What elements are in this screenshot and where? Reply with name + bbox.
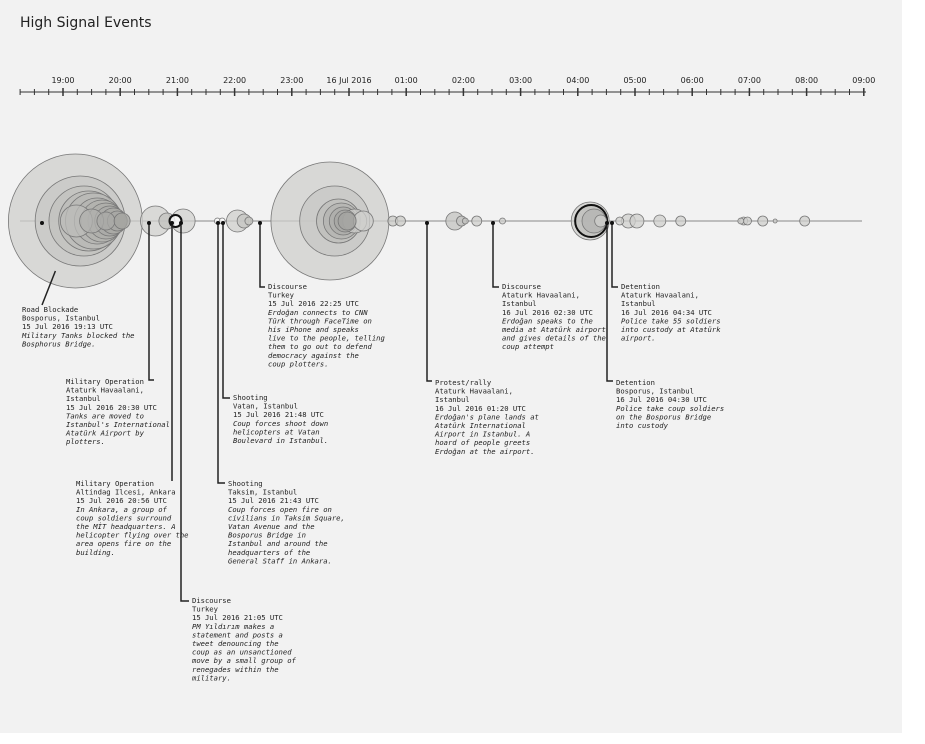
event-bubble[interactable] bbox=[630, 214, 644, 228]
event-description: Istanbul and around the bbox=[228, 539, 328, 549]
event-callout-detention-ataturk[interactable] bbox=[610, 221, 721, 343]
callout-dot bbox=[216, 221, 220, 225]
tick-label: 16 Jul 2016 bbox=[326, 76, 372, 85]
event-location: Istanbul bbox=[66, 394, 101, 404]
event-bubble[interactable] bbox=[338, 212, 356, 230]
event-type: Discourse bbox=[192, 596, 231, 605]
event-description: Coup forces shoot down bbox=[233, 418, 329, 428]
event-time: 15 Jul 2016 20:56 UTC bbox=[76, 496, 167, 506]
callout-leader-line bbox=[260, 223, 265, 287]
event-description: move by a small group of bbox=[192, 656, 296, 666]
event-bubble[interactable] bbox=[616, 217, 624, 225]
callout-dot bbox=[258, 221, 262, 225]
callout-dot bbox=[40, 221, 44, 225]
event-time: 15 Jul 2016 22:25 UTC bbox=[268, 299, 359, 309]
event-description: Erdoğan's plane lands at bbox=[435, 412, 539, 422]
tick-label: 20:00 bbox=[108, 76, 132, 85]
event-description: Vatan Avenue and the bbox=[228, 522, 315, 531]
callout-leader-line bbox=[223, 223, 230, 398]
event-time: 16 Jul 2016 01:20 UTC bbox=[435, 403, 526, 413]
event-description: helicopter flying over the bbox=[76, 530, 189, 540]
tick-label: 06:00 bbox=[680, 76, 704, 85]
event-description: statement and posts a bbox=[192, 630, 283, 640]
callout-dot bbox=[610, 221, 614, 225]
event-description: coup plotters. bbox=[268, 359, 329, 369]
event-description: media at Atatürk airport bbox=[502, 325, 606, 334]
tick-label: 23:00 bbox=[280, 76, 304, 85]
event-description: into custody bbox=[616, 421, 668, 430]
event-description: coup soldiers surround bbox=[76, 513, 172, 523]
event-time: 15 Jul 2016 21:05 UTC bbox=[192, 613, 283, 623]
event-description: democracy against the bbox=[268, 350, 359, 360]
event-description: renegades within the bbox=[192, 664, 279, 674]
event-description: military. bbox=[192, 673, 231, 683]
event-description: Military Tanks blocked the bbox=[22, 330, 135, 340]
tick-label: 19:00 bbox=[51, 76, 75, 85]
event-bubble[interactable] bbox=[499, 218, 505, 224]
callout-leader-line bbox=[181, 223, 189, 601]
callout-dot bbox=[147, 221, 151, 225]
event-description: Erdoğan at the airport. bbox=[435, 446, 535, 456]
event-time: 15 Jul 2016 21:48 UTC bbox=[233, 410, 324, 420]
event-time: 16 Jul 2016 02:30 UTC bbox=[502, 307, 593, 317]
event-location: Ataturk Havaalani, bbox=[66, 385, 144, 395]
event-callout-discourse-ataturk[interactable] bbox=[491, 221, 606, 351]
event-description: and gives details of the bbox=[502, 333, 606, 343]
event-type: Protest/rally bbox=[435, 378, 492, 387]
event-type: Road Blockade bbox=[22, 305, 79, 314]
tick-label: 03:00 bbox=[509, 76, 533, 85]
event-description: Istanbul's International bbox=[66, 420, 170, 429]
event-description: civilians in Taksim Square, bbox=[228, 513, 345, 523]
event-location: Turkey bbox=[192, 604, 218, 614]
event-location: Bosporus, Istanbul bbox=[616, 386, 694, 396]
event-bubble[interactable] bbox=[462, 218, 468, 224]
event-description: General Staff in Ankara. bbox=[228, 556, 332, 566]
event-time: 16 Jul 2016 04:30 UTC bbox=[616, 395, 707, 405]
event-location: Ataturk Havaalani, bbox=[502, 290, 580, 300]
event-type: Discourse bbox=[268, 282, 307, 291]
tick-label: 21:00 bbox=[165, 76, 189, 85]
event-description: area opens fire on the bbox=[76, 539, 172, 549]
event-type: Military Operation bbox=[76, 479, 154, 488]
tick-label: 22:00 bbox=[223, 76, 247, 85]
callout-dot bbox=[605, 221, 609, 225]
time-axis bbox=[20, 76, 875, 96]
event-description: coup as an unsanctioned bbox=[192, 647, 292, 657]
event-bubble[interactable] bbox=[743, 217, 751, 225]
event-bubble[interactable] bbox=[654, 215, 666, 227]
event-description: Tanks are moved to bbox=[66, 411, 144, 421]
event-description: on the Bosporus Bridge bbox=[616, 412, 712, 422]
event-description: Coup forces open fire on bbox=[228, 504, 332, 514]
event-description: tweet denouncing the bbox=[192, 639, 279, 648]
event-location: Altindag Ilcesi, Ankara bbox=[76, 487, 176, 497]
callout-dot bbox=[179, 221, 183, 225]
event-type: Discourse bbox=[502, 282, 541, 291]
callout-leader-line bbox=[493, 223, 499, 287]
tick-label: 07:00 bbox=[737, 76, 761, 85]
event-bubble[interactable] bbox=[758, 216, 768, 226]
event-description: PM Yıldırım makes a bbox=[192, 621, 275, 631]
event-description: airport. bbox=[621, 333, 656, 343]
event-bubble[interactable] bbox=[245, 217, 253, 225]
callout-leader-line bbox=[427, 223, 432, 381]
event-description: his iPhone and speaks bbox=[268, 325, 359, 334]
event-location: Istanbul bbox=[621, 299, 656, 309]
event-bubble[interactable] bbox=[472, 216, 482, 226]
event-description: plotters. bbox=[66, 437, 105, 447]
event-bubble[interactable] bbox=[97, 212, 115, 230]
event-description: Bosporus Bridge in bbox=[228, 530, 306, 540]
callout-dot bbox=[425, 221, 429, 225]
event-description: them to go out to defend bbox=[268, 342, 372, 352]
event-description: Airport in Istanbul. A bbox=[435, 429, 531, 439]
event-type: Detention bbox=[616, 378, 655, 387]
event-location: Bosporus, Istanbul bbox=[22, 313, 100, 323]
event-description: headquarters of the bbox=[228, 547, 311, 557]
event-location: Ataturk Havaalani, bbox=[435, 386, 513, 396]
event-description: coup attempt bbox=[502, 342, 554, 352]
event-description: building. bbox=[76, 547, 115, 557]
event-type: Military Operation bbox=[66, 377, 144, 386]
event-bubble[interactable] bbox=[395, 216, 405, 226]
tick-label: 02:00 bbox=[451, 76, 475, 85]
event-time: 16 Jul 2016 04:34 UTC bbox=[621, 307, 712, 317]
event-description: the MİT headquarters. A bbox=[76, 522, 176, 531]
event-bubble[interactable] bbox=[676, 216, 686, 226]
event-bubble[interactable] bbox=[773, 219, 777, 223]
event-bubble[interactable] bbox=[595, 215, 607, 227]
tick-label: 04:00 bbox=[566, 76, 590, 85]
callout-dot bbox=[221, 221, 225, 225]
tick-label: 09:00 bbox=[852, 76, 876, 85]
event-description: into custody at Atatürk bbox=[621, 325, 721, 334]
callout-leader-line bbox=[612, 223, 618, 287]
event-description: Erdoğan connects to CNN bbox=[268, 307, 368, 317]
event-type: Shooting bbox=[233, 393, 268, 402]
event-description: Police take 55 soldiers bbox=[621, 316, 721, 326]
event-type: Detention bbox=[621, 282, 660, 291]
event-location: Istanbul bbox=[435, 395, 470, 405]
event-bubble[interactable] bbox=[114, 213, 130, 229]
event-description: Erdoğan speaks to the bbox=[502, 316, 593, 326]
event-description: Türk through FaceTime on bbox=[268, 316, 372, 326]
event-time: 15 Jul 2016 19:13 UTC bbox=[22, 322, 113, 332]
tick-label: 01:00 bbox=[394, 76, 418, 85]
event-description: In Ankara, a group of bbox=[76, 504, 167, 514]
page-title: High Signal Events bbox=[20, 15, 152, 31]
event-bubble[interactable] bbox=[800, 216, 810, 226]
event-description: Atatürk Airport by bbox=[66, 428, 144, 438]
callout-leader-line bbox=[149, 223, 154, 380]
event-callouts bbox=[21, 221, 724, 682]
callout-dot bbox=[170, 221, 174, 225]
event-description: Police take coup soldiers bbox=[616, 403, 725, 413]
event-time: 15 Jul 2016 21:43 UTC bbox=[228, 496, 319, 506]
event-description: helicopters at Vatan bbox=[233, 427, 320, 437]
event-description: Boulevard in Istanbul. bbox=[233, 436, 329, 445]
event-time: 15 Jul 2016 20:30 UTC bbox=[66, 402, 157, 412]
event-location: Taksim, Istanbul bbox=[228, 487, 298, 497]
event-description: Bosphorus Bridge. bbox=[22, 339, 96, 349]
tick-label: 05:00 bbox=[623, 76, 647, 85]
event-type: Shooting bbox=[228, 479, 263, 488]
event-location: Turkey bbox=[268, 290, 294, 300]
event-bubble[interactable] bbox=[738, 218, 744, 224]
tick-label: 08:00 bbox=[795, 76, 819, 85]
event-description: live to the people, telling bbox=[268, 333, 385, 343]
event-description: Atatürk International bbox=[435, 421, 526, 430]
event-location: Ataturk Havaalani, bbox=[621, 290, 699, 300]
event-description: hoard of people greets bbox=[435, 438, 531, 448]
event-location: Vatan, Istanbul bbox=[233, 401, 298, 411]
event-location: Istanbul bbox=[502, 299, 537, 309]
callout-leader-line bbox=[218, 223, 225, 483]
callout-dot bbox=[491, 221, 495, 225]
